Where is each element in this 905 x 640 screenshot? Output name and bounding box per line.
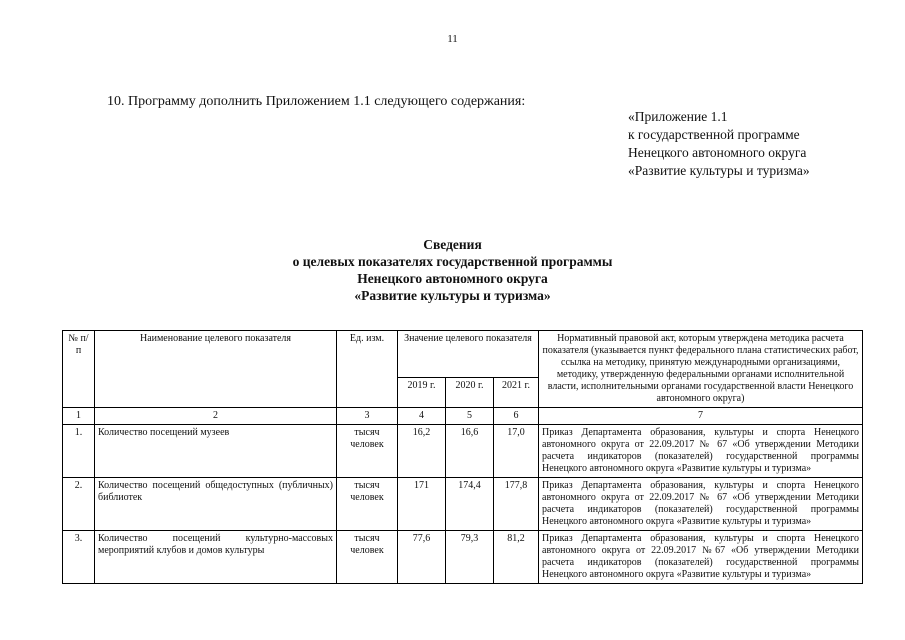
legal-act: Приказ Департамента образования, культуры и спорта Ненецкого автономного округа от 22.09.2017 № 67 «Об утверждении Методики расчета индикаторов (показателей) государственной программы Ненецкого автономного округа «Развитие культуры и туризма» <box>539 425 863 478</box>
column-number: 1 <box>63 408 95 425</box>
title-line: «Развитие культуры и туризма» <box>354 288 551 303</box>
indicator-unit: тысяч человек <box>337 531 398 584</box>
value-2021: 177,8 <box>494 478 539 531</box>
header-value: Значение целевого показателя <box>398 331 539 378</box>
row-number: 1. <box>63 425 95 478</box>
column-number: 4 <box>398 408 446 425</box>
document-title <box>0 236 905 304</box>
value-2019: 171 <box>398 478 446 531</box>
indicator-name: Количество посещений культурно-массовых мероприятий клубов и домов культуры <box>95 531 337 584</box>
row-number: 2. <box>63 478 95 531</box>
appendix-line: Ненецкого автономного округа <box>628 145 807 160</box>
value-2020: 79,3 <box>446 531 494 584</box>
appendix-reference <box>628 108 810 180</box>
value-2019: 16,2 <box>398 425 446 478</box>
header-year: 2020 г. <box>446 377 494 407</box>
column-number: 7 <box>539 408 863 425</box>
header-num: № п/п <box>63 331 95 408</box>
table-row <box>63 478 863 531</box>
title-line: Ненецкого автономного округа <box>357 271 548 286</box>
amendment-paragraph: 10. Программу дополнить Приложением 1.1 следующего содержания: <box>107 94 526 109</box>
header-name: Наименование целевого показателя <box>95 331 337 408</box>
appendix-line: к государственной программе <box>628 127 800 142</box>
legal-act: Приказ Департамента образования, культуры и спорта Ненецкого автономного округа от 22.09.2017 № 67 «Об утверждении Методики расчета индикаторов (показателей) государственной программы Ненецкого автономного округа «Развитие культуры и туризма» <box>539 478 863 531</box>
value-2021: 17,0 <box>494 425 539 478</box>
indicators-table <box>62 330 863 584</box>
column-number: 3 <box>337 408 398 425</box>
title-line: Сведения <box>423 237 482 252</box>
column-number: 5 <box>446 408 494 425</box>
value-2020: 174,4 <box>446 478 494 531</box>
header-year: 2019 г. <box>398 377 446 407</box>
value-2019: 77,6 <box>398 531 446 584</box>
appendix-line: «Развитие культуры и туризма» <box>628 163 810 178</box>
row-number: 3. <box>63 531 95 584</box>
value-2021: 81,2 <box>494 531 539 584</box>
table-row <box>63 425 863 478</box>
column-numbers-row <box>63 408 863 425</box>
page-number: 11 <box>447 33 458 45</box>
column-number: 2 <box>95 408 337 425</box>
header-year: 2021 г. <box>494 377 539 407</box>
indicator-unit: тысяч человек <box>337 478 398 531</box>
column-number: 6 <box>494 408 539 425</box>
title-line: о целевых показателях государственной программы <box>292 254 613 269</box>
indicator-unit: тысяч человек <box>337 425 398 478</box>
table-row <box>63 531 863 584</box>
appendix-line: «Приложение 1.1 <box>628 109 728 124</box>
legal-act: Приказ Департамента образования, культуры и спорта Ненецкого автономного округа от 22.09.2017 №67 «Об утверждении Методики расчета индикаторов (показателей) государственной программы Ненецкого автономного округа «Развитие культуры и туризма» <box>539 531 863 584</box>
header-unit: Ед. изм. <box>337 331 398 408</box>
header-act: Нормативный правовой акт, которым утверждена методика расчета показателя (указывается пункт федерального плана статистических работ, ссылка на методику, принятую международными организациями, методику, утвержденную федеральными органами исполнительной власти, исполнительными органами государственной власти Ненецкого автономного округа) <box>539 331 863 408</box>
indicator-name: Количество посещений общедоступных (публичных) библиотек <box>95 478 337 531</box>
indicator-name: Количество посещений музеев <box>95 425 337 478</box>
value-2020: 16,6 <box>446 425 494 478</box>
